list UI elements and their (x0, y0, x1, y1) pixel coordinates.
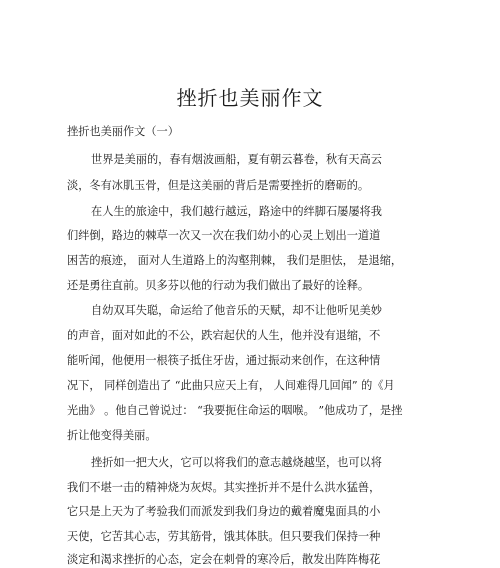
paragraph-line: 的声音，面对如此的不公，跌宕起伏的人生，他并没有退缩，不 (67, 329, 381, 342)
paragraph-line: 我们不堪一击的精神烧为灰烬。其实挫折并不是什么洪水猛兽， (67, 481, 381, 494)
paragraph-line: 光曲》 。他自己曾说过： “我要扼住命运的咽喉。 ”他成功了，是挫 (67, 404, 403, 417)
paragraph-line: 况下， 同样创造出了 “此曲只应天上有， 人间难得几回闻” 的《月 (67, 379, 395, 392)
paragraph-line: 折让他变得美丽。 (67, 429, 157, 442)
paragraph-line: 能听闻，他便用一根筷子抵住牙齿，通过振动来创作，在这种情 (67, 354, 381, 367)
paragraph-line: 它只是上天为了考验我们而派发到我们身边的戴着魔鬼面具的小 (67, 505, 381, 518)
paragraph-line: 自幼双耳失聪，命运给了他音乐的天赋，却不让他听见美妙 (91, 304, 382, 317)
paragraph-line: 世界是美丽的，春有烟波画船，夏有朝云暮卷，秋有天高云 (91, 153, 382, 166)
paragraph-line: 还是勇往直前。贝多芬以他的行动为我们做出了最好的诠释。 (67, 279, 370, 292)
document-title: 挫折也美丽作文 (176, 86, 324, 110)
paragraph-line: 困苦的痕迹， 面对人生道路上的沟壑荆棘， 我们是胆怯， 是退缩， (67, 254, 403, 267)
section-heading: 挫折也美丽作文（一） (67, 125, 179, 138)
paragraph-line: 们绊倒，路边的棘草一次又一次在我们幼小的心灵上划出一道道 (67, 229, 381, 242)
paragraph-line: 挫折如一把大火，它可以将我们的意志越烧越坚，也可以将 (91, 456, 382, 469)
paragraph-line: 天使，它苦其心志，劳其筋骨，饿其体肤。但只要我们保持一种 (67, 530, 381, 543)
paragraph-line: 在人生的旅途中，我们越行越远，路途中的绊脚石屡屡将我 (91, 205, 382, 218)
paragraph-line: 淡，冬有冰肌玉骨，但是这美丽的背后是需要挫折的磨砺的。 (67, 179, 370, 192)
paragraph-line: 淡定和渴求挫折的心态，定会在刺骨的寒冷后，散发出阵阵梅花 (67, 553, 381, 566)
